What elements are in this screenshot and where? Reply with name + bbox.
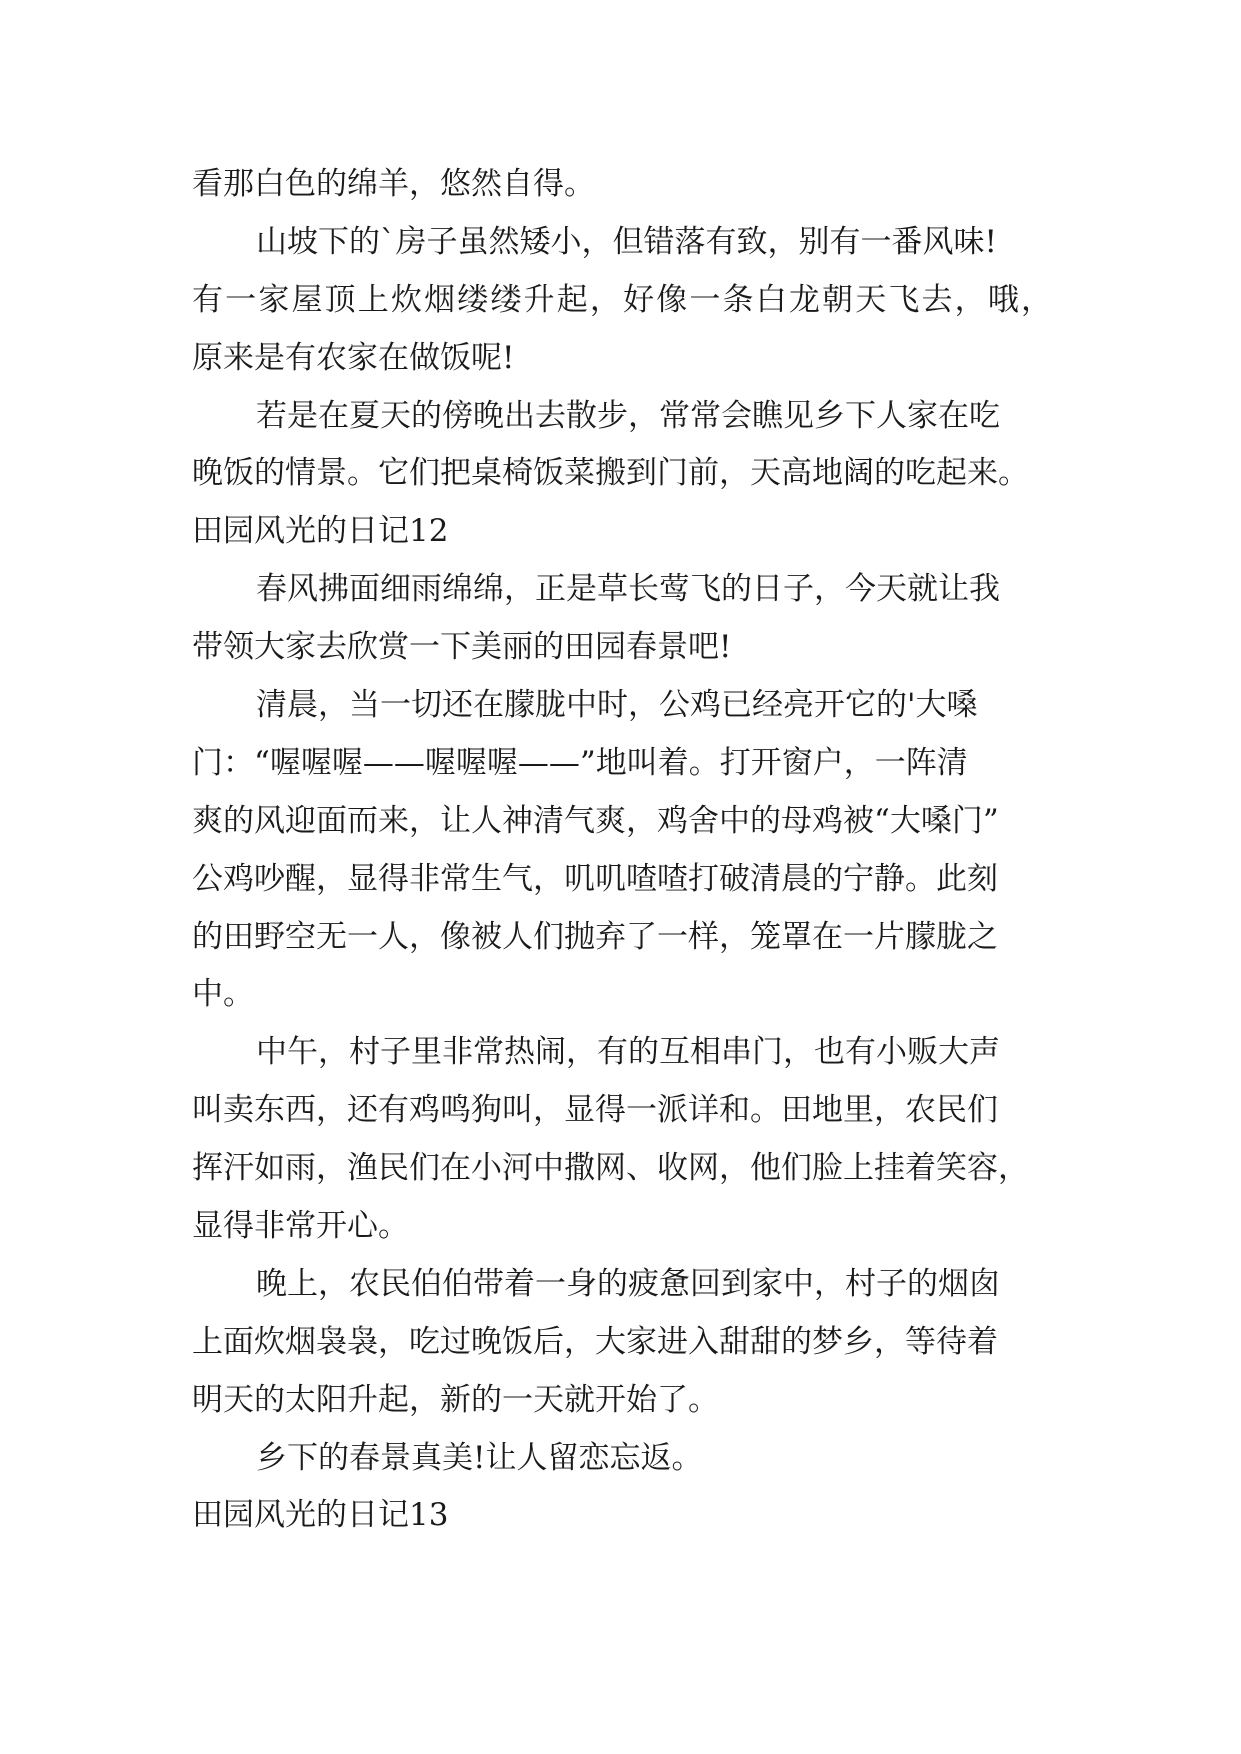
paragraph-line: 门：“喔喔喔——喔喔喔——”地叫着。打开窗户，一阵清 <box>192 744 968 781</box>
paragraph-line: 有一家屋顶上炊烟缕缕升起，好像一条白龙朝天飞去，哦， <box>192 281 1052 318</box>
paragraph-line: 中午，村子里非常热闹，有的互相串门，也有小贩大声 <box>256 1034 1000 1071</box>
paragraph-line: 公鸡吵醒，显得非常生气，叽叽喳喳打破清晨的宁静。此刻 <box>192 860 998 897</box>
paragraph-line: 挥汗如雨，渔民们在小河中撒网、收网，他们脸上挂着笑容， <box>192 1150 1029 1187</box>
paragraph-line: 山坡下的`房子虽然矮小，但错落有致，别有一番风味! <box>256 223 997 260</box>
paragraph-line: 清晨，当一切还在朦胧中时，公鸡已经亮开它的'大嗓 <box>256 687 978 724</box>
paragraph-line: 爽的风迎面而来，让人神清气爽，鸡舍中的母鸡被“大嗓门” <box>192 802 999 839</box>
paragraph-line: 明天的太阳升起，新的一天就开始了。 <box>192 1381 719 1418</box>
document-body <box>192 156 1052 1545</box>
paragraph-line: 显得非常开心。 <box>192 1208 409 1245</box>
paragraph-line: 晚上，农民伯伯带着一身的疲惫回到家中，村子的烟囱 <box>256 1265 1000 1302</box>
section-heading: 田园风光的日记13 <box>192 1497 449 1534</box>
paragraph-line: 乡下的春景真美!让人留恋忘返。 <box>256 1439 703 1476</box>
paragraph-line: 带领大家去欣赏一下美丽的田园春景吧! <box>192 629 732 666</box>
section-heading: 田园风光的日记12 <box>192 513 449 550</box>
paragraph-line: 若是在夏天的傍晚出去散步，常常会瞧见乡下人家在吃 <box>256 397 1000 434</box>
paragraph-line: 中。 <box>192 976 254 1013</box>
paragraph-line: 原来是有农家在做饭呢! <box>192 339 515 376</box>
paragraph-line: 上面炊烟袅袅，吃过晚饭后，大家进入甜甜的梦乡，等待着 <box>192 1323 998 1360</box>
paragraph-line: 春风拂面细雨绵绵，正是草长莺飞的日子，今天就让我 <box>256 571 1000 608</box>
paragraph-line: 叫卖东西，还有鸡鸣狗叫，显得一派详和。田地里，农民们 <box>192 1092 998 1129</box>
paragraph-line: 的田野空无一人，像被人们抛弃了一样，笼罩在一片朦胧之 <box>192 918 998 955</box>
paragraph-line: 看那白色的绵羊，悠然自得。 <box>192 166 595 202</box>
paragraph-line: 晚饭的情景。它们把桌椅饭菜搬到门前，天高地阔的吃起来。 <box>192 455 1029 492</box>
